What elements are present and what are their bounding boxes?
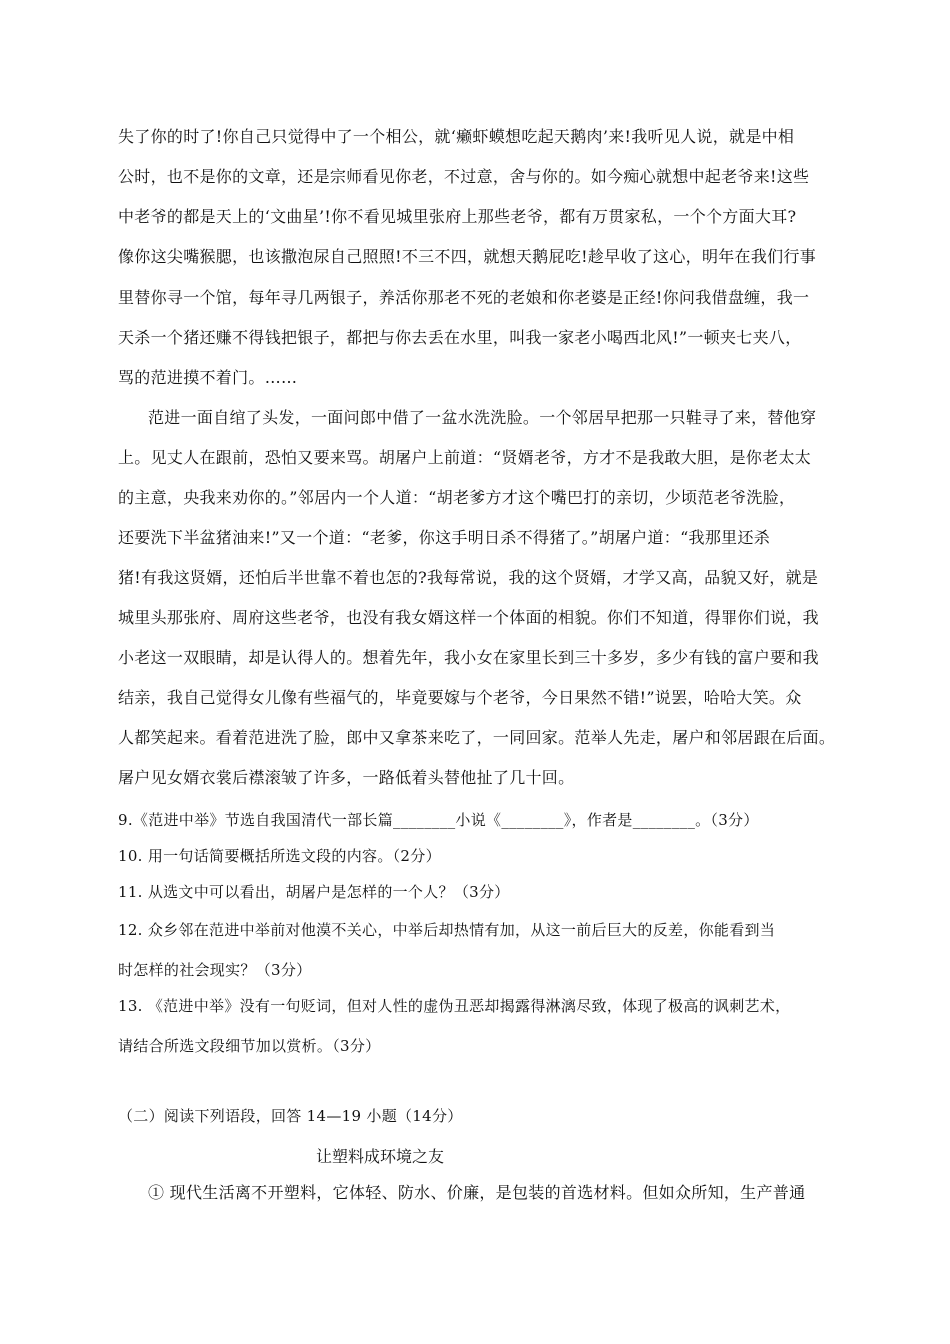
question-9: 9.《范进中举》节选自我国清代一部长篇________小说《________》，作者是________。（3分） bbox=[118, 811, 759, 829]
passage-line: 屠户见女婿衣裳后襟滚皱了许多，一路低着头替他扯了几十回。 bbox=[118, 768, 575, 787]
passage-line: 骂的范进摸不着门。…… bbox=[118, 368, 298, 387]
passage-line: 范进一面自绾了头发，一面问郎中借了一盆水洗洗脸。一个邻居早把那一只鞋寻了来，替他穿 bbox=[148, 408, 817, 427]
passage-line: 小老这一双眼睛，却是认得人的。想着先年，我小女在家里长到三十多岁，多少有钱的富户要和我 bbox=[118, 648, 819, 667]
passage-line: 人都笑起来。看着范进洗了脸，郎中又拿茶来吃了，一同回家。范举人先走，屠户和邻居跟在后面。 bbox=[118, 728, 836, 747]
question-11: 11. 从选文中可以看出，胡屠户是怎样的一个人？（3分） bbox=[118, 883, 510, 901]
passage-line: 像你这尖嘴猴腮，也该撒泡尿自己照照!不三不四，就想天鹅屁吃!趁早收了这心，明年在我们行事 bbox=[118, 247, 817, 266]
question-12: 12. 众乡邻在范进中举前对他漠不关心，中举后却热情有加，从这一前后巨大的反差，你能看到当 bbox=[118, 921, 776, 939]
question-12-cont: 时怎样的社会现实？（3分） bbox=[118, 961, 312, 979]
passage-line: 天杀一个猪还赚不得钱把银子，都把与你去丢在水里，叫我一家老小喝西北风!”一顿夹七夹八， bbox=[118, 328, 802, 347]
passage-line: 城里头那张府、周府这些老爷，也没有我女婿这样一个体面的相貌。你们不知道，得罪你们说，我 bbox=[118, 608, 819, 627]
passage-line: 结亲，我自己觉得女儿像有些福气的，毕竟要嫁与个老爷，今日果然不错!”说罢，哈哈大笑。众 bbox=[118, 688, 802, 707]
passage-line: 公时，也不是你的文章，还是宗师看见你老，不过意，舍与你的。如今痴心就想中起老爷来!这些 bbox=[118, 167, 810, 186]
question-13: 13. 《范进中举》没有一句贬词，但对人性的虚伪丑恶却揭露得淋漓尽致，体现了极高的讽刺艺术， bbox=[118, 997, 791, 1015]
question-10: 10. 用一句话简要概括所选文段的内容。（2分） bbox=[118, 847, 441, 865]
passage-line: 中老爷的都是天上的‘文曲星’!你不看见城里张府上那些老爷，都有万贯家私，一个个方面大耳? bbox=[118, 207, 797, 226]
passage-line: 还要洗下半盆猪油来!”又一个道：“老爹，你这手明日杀不得猪了。”胡屠户道：“我那里还杀 bbox=[118, 528, 771, 547]
article-paragraph-1: ① 现代生活离不开塑料，它体轻、防水、价廉，是包装的首选材料。但如众所知，生产普通 bbox=[148, 1183, 806, 1202]
question-13-cont: 请结合所选文段细节加以赏析。（3分） bbox=[118, 1037, 381, 1055]
passage-line: 上。见丈人在跟前，恐怕又要来骂。胡屠户上前道：“贤婿老爷，方才不是我敢大胆，是你老太太 bbox=[118, 448, 812, 467]
article-title: 让塑料成环境之友 bbox=[316, 1147, 445, 1166]
passage-line: 失了你的时了!你自己只觉得中了一个相公，就‘癞虾蟆想吃起天鹅肉’来!我听见人说，就是中相 bbox=[118, 127, 795, 146]
passage-line: 的主意，央我来劝你的。”邻居内一个人道：“胡老爹方才这个嘴巴打的亲切，少顷范老爷洗脸， bbox=[118, 488, 796, 507]
section-heading: （二）阅读下列语段，回答 14—19 小题（14分） bbox=[118, 1107, 463, 1125]
passage-line: 猪!有我这贤婿，还怕后半世靠不着也怎的?我每常说，我的这个贤婿，才学又高，品貌又好，就是 bbox=[118, 568, 819, 587]
passage-line: 里替你寻一个馆，每年寻几两银子，养活你那老不死的老娘和你老婆是正经!你问我借盘缠，我一 bbox=[118, 288, 810, 307]
